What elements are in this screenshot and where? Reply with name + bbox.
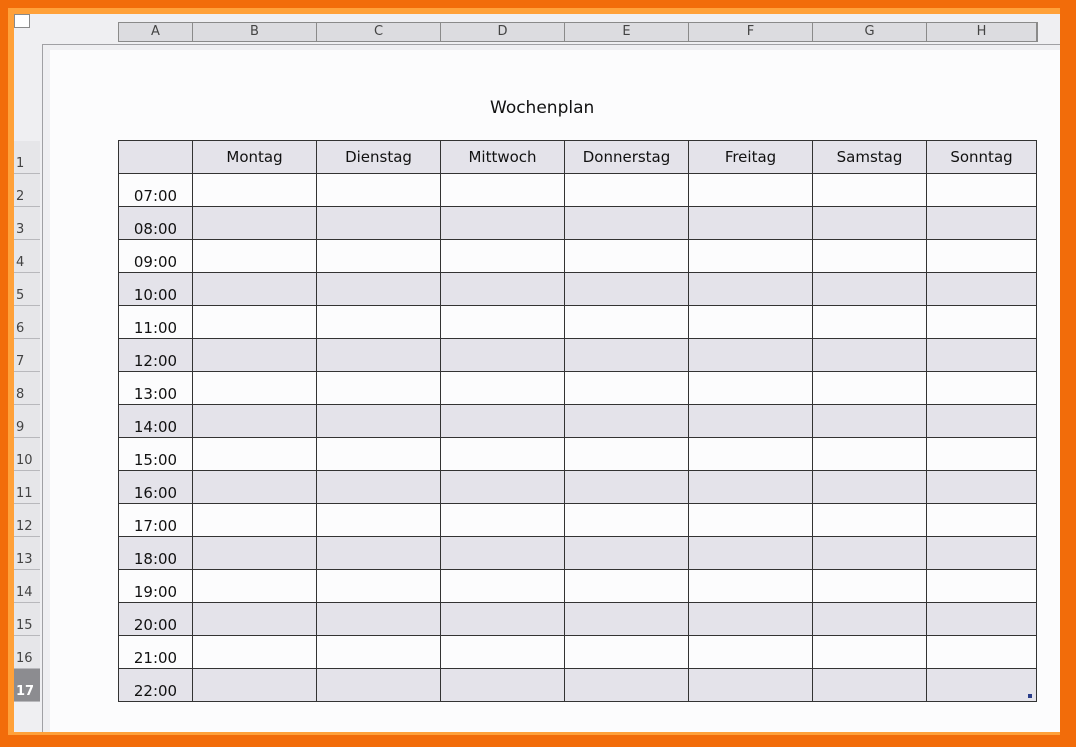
time-label-cell[interactable]: 09:00	[119, 240, 193, 273]
row-header-15[interactable]: 15	[14, 603, 40, 636]
schedule-cell[interactable]	[813, 636, 927, 669]
schedule-cell[interactable]	[813, 405, 927, 438]
schedule-cell[interactable]	[317, 405, 441, 438]
schedule-cell[interactable]	[689, 471, 813, 504]
schedule-cell[interactable]	[813, 669, 927, 702]
schedule-cell[interactable]	[565, 273, 689, 306]
column-header-b[interactable]: B	[193, 23, 317, 41]
time-row	[119, 306, 1037, 339]
schedule-cell[interactable]	[813, 570, 927, 603]
time-row	[119, 174, 1037, 207]
time-row	[119, 504, 1037, 537]
schedule-cell[interactable]	[927, 636, 1037, 669]
schedule-cell[interactable]	[317, 240, 441, 273]
schedule-cell[interactable]	[813, 438, 927, 471]
schedule-cell[interactable]	[927, 306, 1037, 339]
schedule-cell[interactable]	[193, 537, 317, 570]
schedule-cell[interactable]	[689, 669, 813, 702]
schedule-cell[interactable]	[565, 240, 689, 273]
schedule-cell[interactable]	[813, 471, 927, 504]
schedule-cell[interactable]	[927, 537, 1037, 570]
time-label-cell[interactable]: 18:00	[119, 537, 193, 570]
schedule-cell[interactable]	[927, 339, 1037, 372]
schedule-cell[interactable]	[927, 504, 1037, 537]
schedule-cell[interactable]	[813, 207, 927, 240]
schedule-cell[interactable]	[927, 438, 1037, 471]
schedule-cell[interactable]	[689, 570, 813, 603]
row-header-7[interactable]: 7	[14, 339, 40, 372]
schedule-cell[interactable]	[317, 669, 441, 702]
schedule-cell[interactable]	[565, 405, 689, 438]
schedule-cell[interactable]	[317, 273, 441, 306]
column-header-a[interactable]: A	[119, 23, 193, 41]
schedule-cell[interactable]	[441, 306, 565, 339]
schedule-cell[interactable]	[441, 207, 565, 240]
schedule-cell[interactable]	[317, 570, 441, 603]
schedule-cell[interactable]	[317, 207, 441, 240]
row-header-17[interactable]: 17	[14, 669, 40, 702]
schedule-cell[interactable]	[441, 570, 565, 603]
time-row	[119, 240, 1037, 273]
schedule-cell[interactable]	[927, 207, 1037, 240]
schedule-cell[interactable]	[927, 174, 1037, 207]
schedule-cell[interactable]	[441, 471, 565, 504]
schedule-cell[interactable]	[565, 174, 689, 207]
schedule-cell[interactable]	[927, 240, 1037, 273]
schedule-cell[interactable]	[317, 372, 441, 405]
row-header-9[interactable]: 9	[14, 405, 40, 438]
schedule-cell[interactable]	[317, 438, 441, 471]
schedule-cell[interactable]	[193, 174, 317, 207]
schedule-cell[interactable]	[193, 339, 317, 372]
selection-fill-handle[interactable]	[1028, 694, 1032, 698]
day-header-sonntag[interactable]: Sonntag	[927, 141, 1037, 174]
schedule-cell[interactable]	[441, 438, 565, 471]
schedule-cell[interactable]	[565, 372, 689, 405]
schedule-cell[interactable]	[813, 273, 927, 306]
column-header-bar	[118, 22, 1038, 42]
schedule-cell[interactable]	[317, 603, 441, 636]
time-row	[119, 273, 1037, 306]
time-row	[119, 207, 1037, 240]
time-label-cell[interactable]: 14:00	[119, 405, 193, 438]
time-label-cell[interactable]: 15:00	[119, 438, 193, 471]
schedule-cell[interactable]	[927, 471, 1037, 504]
schedule-cell[interactable]	[441, 537, 565, 570]
schedule-cell[interactable]	[317, 339, 441, 372]
time-label-cell[interactable]: 21:00	[119, 636, 193, 669]
select-all-corner[interactable]	[14, 14, 30, 28]
schedule-cell[interactable]	[565, 537, 689, 570]
schedule-cell[interactable]	[193, 405, 317, 438]
schedule-cell[interactable]	[193, 438, 317, 471]
time-row	[119, 570, 1037, 603]
row-header-1[interactable]: 1	[14, 141, 40, 174]
schedule-cell[interactable]	[193, 570, 317, 603]
time-label-cell[interactable]: 20:00	[119, 603, 193, 636]
row-header-8[interactable]: 8	[14, 372, 40, 405]
schedule-cell[interactable]	[927, 669, 1037, 702]
row-header-14[interactable]: 14	[14, 570, 40, 603]
time-label-cell[interactable]: 08:00	[119, 207, 193, 240]
row-header-16[interactable]: 16	[14, 636, 40, 669]
schedule-cell[interactable]	[193, 273, 317, 306]
schedule-cell[interactable]	[565, 306, 689, 339]
time-label-cell[interactable]: 13:00	[119, 372, 193, 405]
schedule-cell[interactable]	[927, 570, 1037, 603]
schedule-cell[interactable]	[317, 471, 441, 504]
time-label-cell[interactable]: 07:00	[119, 174, 193, 207]
schedule-cell[interactable]	[317, 174, 441, 207]
time-label-cell[interactable]: 16:00	[119, 471, 193, 504]
schedule-cell[interactable]	[441, 174, 565, 207]
time-label-cell[interactable]: 22:00	[119, 669, 193, 702]
column-header-d[interactable]: D	[441, 23, 565, 41]
day-header-dienstag[interactable]: Dienstag	[317, 141, 441, 174]
time-row	[119, 339, 1037, 372]
schedule-cell[interactable]	[813, 240, 927, 273]
schedule-cell[interactable]	[565, 636, 689, 669]
schedule-cell[interactable]	[565, 207, 689, 240]
schedule-cell[interactable]	[689, 438, 813, 471]
schedule-cell[interactable]	[317, 537, 441, 570]
time-row	[119, 603, 1037, 636]
spreadsheet-window	[14, 14, 1060, 732]
schedule-cell[interactable]	[927, 603, 1037, 636]
column-header-h[interactable]: H	[927, 23, 1037, 41]
schedule-cell[interactable]	[689, 537, 813, 570]
time-label-cell[interactable]: 10:00	[119, 273, 193, 306]
column-header-g[interactable]: G	[813, 23, 927, 41]
schedule-cell[interactable]	[689, 174, 813, 207]
schedule-cell[interactable]	[689, 306, 813, 339]
schedule-cell[interactable]	[441, 372, 565, 405]
schedule-cell[interactable]	[317, 306, 441, 339]
time-label-cell[interactable]: 17:00	[119, 504, 193, 537]
schedule-cell[interactable]	[193, 372, 317, 405]
schedule-cell[interactable]	[813, 504, 927, 537]
day-header-donnerstag[interactable]: Donnerstag	[565, 141, 689, 174]
row-header-13[interactable]: 13	[14, 537, 40, 570]
schedule-cell[interactable]	[689, 636, 813, 669]
schedule-cell[interactable]	[193, 306, 317, 339]
row-header-3[interactable]: 3	[14, 207, 40, 240]
schedule-cell[interactable]	[927, 405, 1037, 438]
time-label-cell[interactable]: 19:00	[119, 570, 193, 603]
schedule-cell[interactable]	[813, 372, 927, 405]
schedule-cell[interactable]	[193, 207, 317, 240]
weekly-plan-table	[118, 140, 1037, 702]
schedule-cell[interactable]	[565, 669, 689, 702]
schedule-cell[interactable]	[565, 603, 689, 636]
time-label-cell[interactable]: 11:00	[119, 306, 193, 339]
column-header-e[interactable]: E	[565, 23, 689, 41]
time-row	[119, 405, 1037, 438]
schedule-cell[interactable]	[565, 570, 689, 603]
schedule-cell[interactable]	[441, 669, 565, 702]
row-header-bar	[14, 141, 40, 702]
column-header-f[interactable]: F	[689, 23, 813, 41]
schedule-cell[interactable]	[193, 603, 317, 636]
page-title: Wochenplan	[490, 98, 595, 118]
schedule-cell[interactable]	[813, 306, 927, 339]
day-header-montag[interactable]: Montag	[193, 141, 317, 174]
schedule-cell[interactable]	[813, 603, 927, 636]
schedule-cell[interactable]	[565, 471, 689, 504]
schedule-cell[interactable]	[689, 339, 813, 372]
row-header-5[interactable]: 5	[14, 273, 40, 306]
schedule-cell[interactable]	[565, 339, 689, 372]
schedule-cell[interactable]	[689, 240, 813, 273]
time-row	[119, 438, 1037, 471]
schedule-cell[interactable]	[927, 273, 1037, 306]
time-row	[119, 471, 1037, 504]
time-row	[119, 537, 1037, 570]
schedule-cell[interactable]	[441, 636, 565, 669]
schedule-cell[interactable]	[813, 339, 927, 372]
time-row	[119, 636, 1037, 669]
schedule-cell[interactable]	[927, 372, 1037, 405]
day-header-samstag[interactable]: Samstag	[813, 141, 927, 174]
day-header-freitag[interactable]: Freitag	[689, 141, 813, 174]
schedule-cell[interactable]	[193, 471, 317, 504]
schedule-cell[interactable]	[813, 537, 927, 570]
schedule-cell[interactable]	[565, 438, 689, 471]
row-header-4[interactable]: 4	[14, 240, 40, 273]
schedule-cell[interactable]	[689, 372, 813, 405]
schedule-cell[interactable]	[441, 504, 565, 537]
column-header-c[interactable]: C	[317, 23, 441, 41]
schedule-cell[interactable]	[565, 504, 689, 537]
row-header-12[interactable]: 12	[14, 504, 40, 537]
day-header-mittwoch[interactable]: Mittwoch	[441, 141, 565, 174]
schedule-cell[interactable]	[441, 273, 565, 306]
schedule-cell[interactable]	[689, 504, 813, 537]
time-row	[119, 669, 1037, 702]
header-empty-cell[interactable]	[119, 141, 193, 174]
schedule-cell[interactable]	[193, 504, 317, 537]
schedule-cell[interactable]	[689, 207, 813, 240]
schedule-cell[interactable]	[193, 636, 317, 669]
time-label-cell[interactable]: 12:00	[119, 339, 193, 372]
schedule-cell[interactable]	[689, 603, 813, 636]
schedule-cell[interactable]	[193, 669, 317, 702]
schedule-cell[interactable]	[317, 636, 441, 669]
schedule-cell[interactable]	[441, 240, 565, 273]
schedule-cell[interactable]	[317, 504, 441, 537]
row-header-6[interactable]: 6	[14, 306, 40, 339]
schedule-cell[interactable]	[441, 405, 565, 438]
row-header-10[interactable]: 10	[14, 438, 40, 471]
time-row	[119, 372, 1037, 405]
schedule-cell[interactable]	[689, 273, 813, 306]
schedule-cell[interactable]	[441, 603, 565, 636]
schedule-cell[interactable]	[193, 240, 317, 273]
schedule-cell[interactable]	[441, 339, 565, 372]
schedule-cell[interactable]	[813, 174, 927, 207]
day-header-row	[119, 141, 1037, 174]
schedule-cell[interactable]	[689, 405, 813, 438]
row-header-11[interactable]: 11	[14, 471, 40, 504]
row-header-2[interactable]: 2	[14, 174, 40, 207]
